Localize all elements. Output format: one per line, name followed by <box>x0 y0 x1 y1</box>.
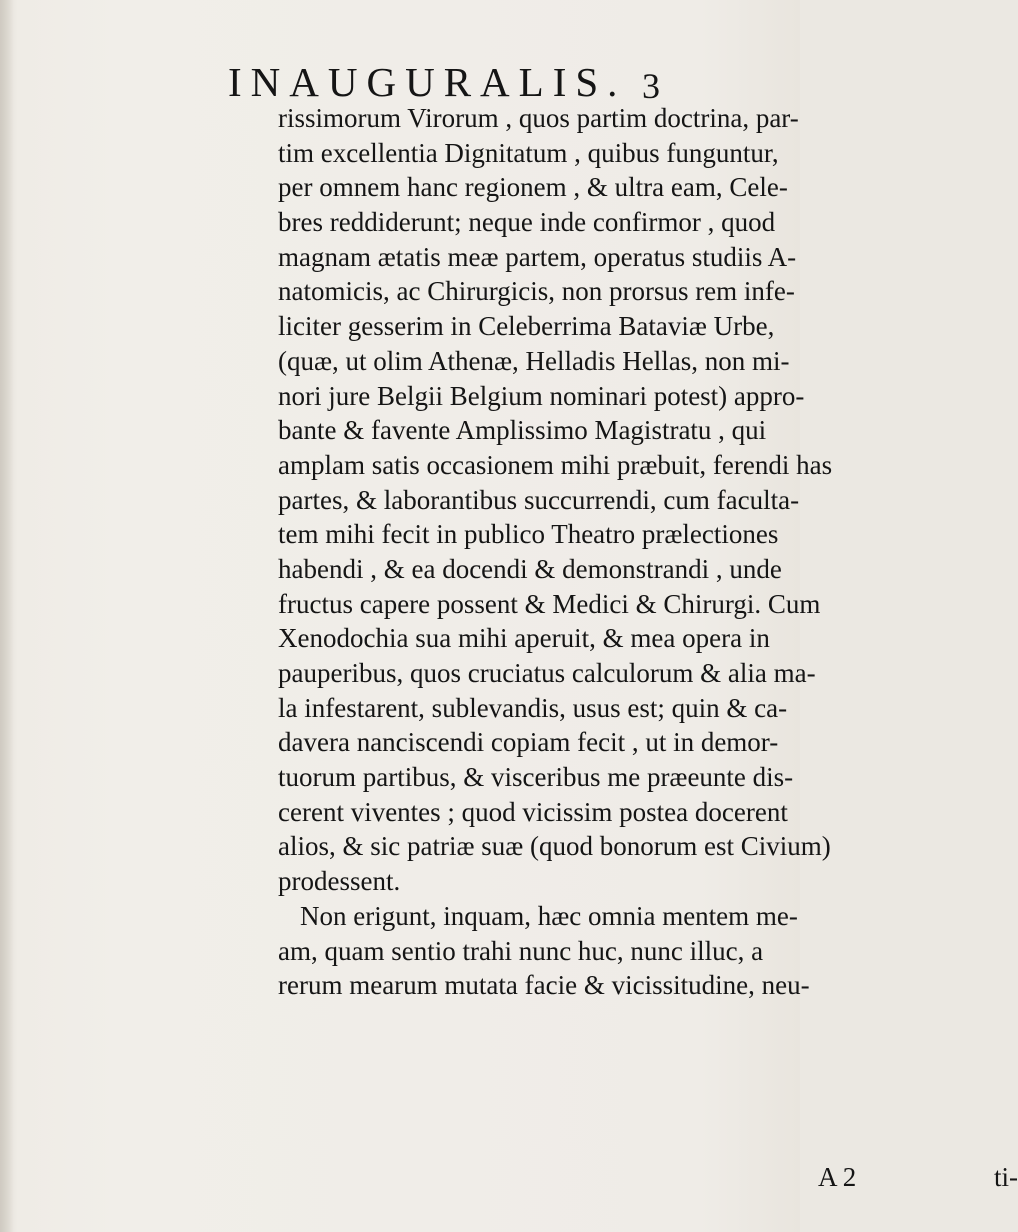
text-line: prodessent. <box>278 866 401 897</box>
text-line: cerent viventes ; quod vicissim postea docerent <box>278 796 788 827</box>
text-line: rerum mearum mutata facie & vicissitudine, neu- <box>278 970 810 1001</box>
text-line: Non erigunt, inquam, hæc omnia mentem me- <box>300 900 798 931</box>
text-line: per omnem hanc regionem , & ultra eam, Cele- <box>278 172 788 203</box>
running-head <box>0 59 800 106</box>
text-line: liciter gesserim in Celeberrima Bataviæ Urbe, <box>278 311 775 342</box>
text-line: am, quam sentio trahi nunc huc, nunc illuc, a <box>278 935 764 966</box>
text-line: rissimorum Virorum , quos partim doctrina, par- <box>278 103 799 133</box>
text-line: tuorum partibus, & visceribus me præeunte dis- <box>278 762 794 793</box>
text-line: fructus capere possent & Medici & Chirurgi. Cum <box>278 588 821 619</box>
text-line: la infestarent, sublevandis, usus est; quin & ca- <box>278 692 788 723</box>
text-line: pauperibus, quos cruciatus calculorum & alia ma- <box>278 658 816 688</box>
text-line: magnam ætatis meæ partem, operatus studiis A- <box>278 241 797 272</box>
text-line: bante & favente Amplissimo Magistratu , qui <box>278 415 767 446</box>
text-line: habendi , & ea docendi & demonstrandi , unde <box>278 553 782 584</box>
gutter-shadow <box>0 0 14 1232</box>
text-line: tem mihi fecit in publico Theatro prælectiones <box>278 519 779 550</box>
signature-mark: A 2 <box>818 1162 857 1192</box>
page-number: 3 <box>642 66 660 106</box>
catchword: ti- <box>994 1162 1018 1192</box>
text-line: natomicis, ac Chirurgicis, non prorsus rem infe- <box>278 276 795 307</box>
running-title: INAUGURALIS. <box>228 59 627 105</box>
text-line: davera nanciscendi copiam fecit , ut in demor- <box>278 727 779 758</box>
text-line: bres reddiderunt; neque inde confirmor , quod <box>278 207 776 238</box>
text-line: alios, & sic patriæ suæ (quod bonorum est Civium) <box>278 831 831 862</box>
text-line: nori jure Belgii Belgium nominari potest) appro- <box>278 380 805 411</box>
text-line: tim excellentia Dignitatum , quibus funguntur, <box>278 137 779 168</box>
text-line: (quæ, ut olim Athenæ, Helladis Hellas, non mi- <box>278 345 790 376</box>
text-line: partes, & laborantibus succurrendi, cum faculta- <box>278 484 800 515</box>
text-line: amplam satis occasionem mihi præbuit, ferendi has <box>278 449 833 480</box>
text-line: Xenodochia sua mihi aperuit, & mea opera in <box>278 623 770 654</box>
body-text <box>278 101 833 1003</box>
page-footer <box>278 1160 1018 1194</box>
